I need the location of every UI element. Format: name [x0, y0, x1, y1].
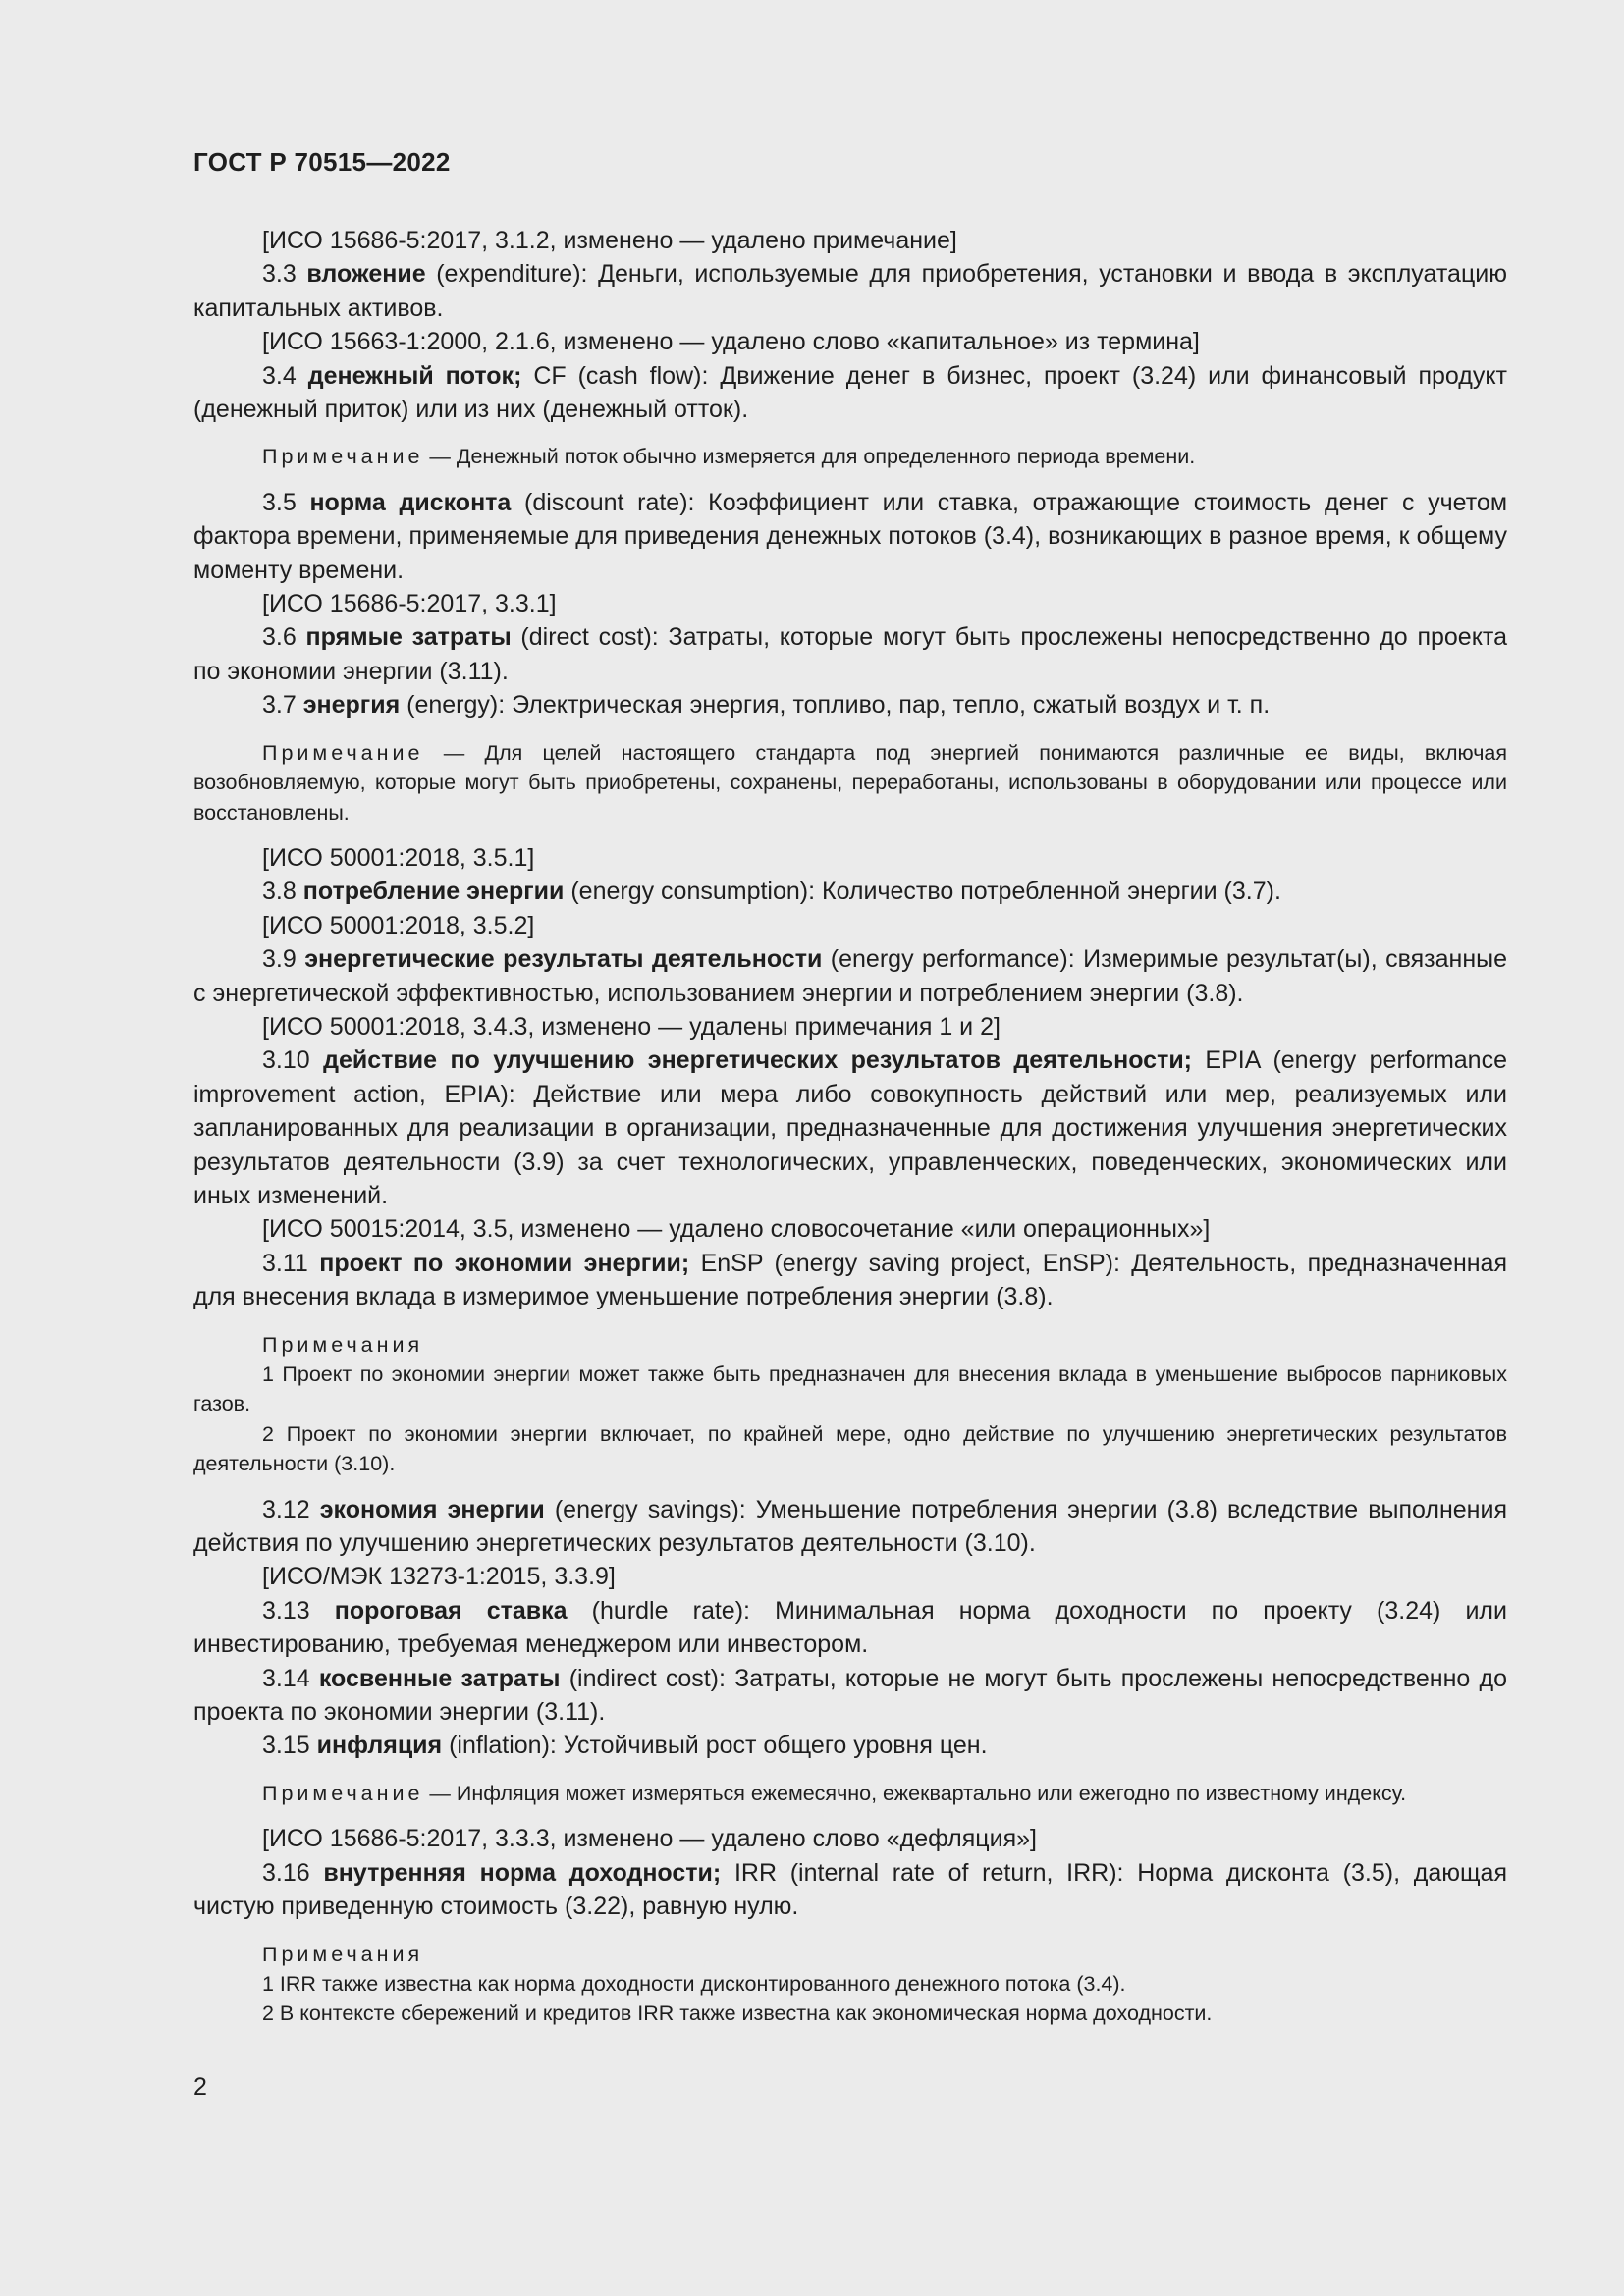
term-name: вложение — [306, 260, 426, 289]
note-text: — Инфляция может измеряться ежемесячно, ежеквартально или ежегодно по известному индексу. — [423, 1781, 1407, 1805]
term-note — [193, 738, 1507, 828]
term-entry-3-11 — [193, 1247, 1507, 1314]
term-number: 3.4 — [262, 361, 297, 390]
term-entry-3-8 — [193, 875, 1507, 908]
note-label: Примечание — [262, 740, 424, 765]
notes-heading — [193, 1940, 1507, 1969]
note-text: — Для целей настоящего стандарта под энергией понимаются различные ее виды, включая возобновляемую, которые могут быть приобретены, сохранены, переработаны, использованы в оборудовании или процессе или восстановлены. — [193, 740, 1507, 825]
notes-label: Примечания — [262, 1942, 424, 1966]
term-definition: (energy performance): Измеримые результат(ы), связанные с энергетической эффективностью, использованием энергии и потреблением энергии (3.8). — [193, 945, 1508, 1007]
term-definition: (hurdle rate): Минимальная норма доходности по проекту (3.24) или инвестированию, требуемая менеджером или инвестором. — [193, 1596, 1507, 1659]
term-number: 3.12 — [262, 1495, 310, 1523]
term-name: косвенные затраты — [318, 1664, 561, 1692]
source-reference: [ИСО 15686-5:2017, 3.1.2, изменено — удалено примечание] — [262, 227, 957, 254]
document-body — [193, 224, 1507, 2029]
source-reference: [ИСО/МЭК 13273-1:2015, 3.3.9] — [262, 1563, 616, 1591]
term-entry-3-10 — [193, 1043, 1507, 1212]
term-definition: (energy): Электрическая энергия, топливо, пар, тепло, сжатый воздух и т. п. — [400, 691, 1271, 720]
term-definition: (inflation): Устойчивый рост общего уровня цен. — [442, 1732, 988, 1760]
term-number: 3.13 — [262, 1596, 310, 1625]
term-number: 3.16 — [262, 1858, 310, 1887]
source-reference: [ИСО 15686-5:2017, 3.3.3, изменено — удалено слово «дефляция»] — [262, 1825, 1037, 1853]
note-item: 2 Проект по экономии энергии включает, по крайней мере, одно действие по улучшению энергетических результатов деятельности (3.10). — [193, 1421, 1507, 1476]
term-name: прямые затраты — [305, 623, 512, 652]
note-item: 1 IRR также известна как норма доходности дисконтированного денежного потока (3.4). — [262, 1971, 1126, 1996]
term-name: норма дисконта — [309, 488, 512, 516]
term-entry-3-3 — [193, 257, 1507, 325]
term-definition: CF (cash flow): Движение денег в бизнес, проект (3.24) или финансовый продукт (денежный приток) или из них (денежный отток). — [193, 361, 1507, 424]
term-definition: (direct cost): Затраты, которые могут быть прослежены непосредственно до проекта по экономии энергии (3.11). — [193, 623, 1507, 685]
term-number: 3.5 — [262, 488, 297, 516]
note-label: Примечание — [262, 445, 424, 469]
term-number: 3.9 — [262, 945, 297, 974]
source-reference: [ИСО 50001:2018, 3.5.1] — [262, 843, 535, 872]
term-definition: EPIA (energy performance improvement action, EPIA): Действие или мера либо совокупность действий или мер, реализуемых или запланированных для реализации в организации, предназначенные для достижения улучшения энергетических результатов деятельности (3.9) за счет технологических, управленческих, поведенческих, экономических или иных изменений. — [193, 1046, 1507, 1209]
term-definition: (discount rate): Коэффициент или ставка, отражающие стоимость денег с учетом фактора времени, применяемые для приведения денежных потоков (3.4), возникающих в разное время, к общему моменту времени. — [193, 488, 1508, 584]
term-name: энергетические результаты деятельности — [304, 945, 823, 974]
source-reference: [ИСО 15663-1:2000, 2.1.6, изменено — удалено слово «капитальное» из термина] — [262, 328, 1200, 356]
note-label: Примечание — [262, 1781, 424, 1805]
term-definition: EnSP (energy saving project, EnSP): Деятельность, предназначенная для внесения вклада в измеримое уменьшение потребления энергии (3.8). — [193, 1249, 1507, 1311]
term-name: внутренняя норма доходности; — [323, 1858, 722, 1887]
term-entry-3-6 — [193, 620, 1507, 688]
term-entry-3-4 — [193, 359, 1507, 427]
term-entry-3-5 — [193, 486, 1507, 587]
term-number: 3.8 — [262, 878, 297, 906]
term-entry-3-12 — [193, 1493, 1507, 1561]
term-number: 3.11 — [262, 1249, 308, 1277]
source-reference: [ИСО 50015:2014, 3.5, изменено — удалено словосочетание «или операционных»] — [262, 1215, 1211, 1244]
term-definition: (indirect cost): Затраты, которые не могут быть прослежены непосредственно до проекта по экономии энергии (3.11). — [193, 1664, 1507, 1727]
term-name: действие по улучшению энергетических результатов деятельности; — [323, 1046, 1193, 1075]
note-item: 2 В контексте сбережений и кредитов IRR также известна как экономическая норма доходности. — [262, 2002, 1213, 2026]
term-entry-3-13 — [193, 1594, 1507, 1662]
term-number: 3.14 — [262, 1664, 310, 1692]
term-entry-3-16 — [193, 1856, 1507, 1924]
term-name: инфляция — [316, 1732, 443, 1760]
term-number: 3.6 — [262, 623, 297, 652]
term-name: энергия — [302, 691, 401, 720]
note-item: 1 Проект по экономии энергии может также быть предназначен для внесения вклада в уменьшение выбросов парниковых газов. — [193, 1362, 1507, 1416]
term-note — [193, 442, 1507, 471]
notes-heading — [193, 1330, 1507, 1360]
source-reference: [ИСО 50001:2018, 3.4.3, изменено — удалены примечания 1 и 2] — [262, 1012, 1001, 1041]
term-entry-3-7 — [193, 688, 1507, 721]
term-name: пороговая ставка — [334, 1596, 568, 1625]
term-definition: (energy consumption): Количество потребленной энергии (3.7). — [564, 878, 1281, 906]
source-reference: [ИСО 15686-5:2017, 3.3.1] — [262, 590, 557, 618]
term-name: экономия энергии — [319, 1495, 545, 1523]
term-name: потребление энергии — [302, 878, 565, 906]
term-entry-3-15 — [193, 1729, 1507, 1762]
term-definition: (energy savings): Уменьшение потребления энергии (3.8) вследствие выполнения действия по улучшению энергетических результатов деятельности (3.10). — [193, 1495, 1507, 1558]
standard-header: ГОСТ Р 70515—2022 — [193, 147, 451, 177]
term-number: 3.7 — [262, 691, 297, 720]
notes-label: Примечания — [262, 1332, 424, 1357]
page-number: 2 — [193, 2073, 207, 2101]
term-entry-3-14 — [193, 1662, 1507, 1730]
term-number: 3.10 — [262, 1046, 310, 1075]
term-definition: (expenditure): Деньги, используемые для приобретения, установки и ввода в эксплуатацию капитальных активов. — [193, 260, 1507, 322]
term-name: денежный поток; — [307, 361, 522, 390]
term-note — [193, 1779, 1507, 1808]
term-number: 3.15 — [262, 1732, 310, 1760]
term-name: проект по экономии энергии; — [319, 1249, 690, 1277]
note-text: — Денежный поток обычно измеряется для определенного периода времени. — [423, 445, 1196, 469]
source-reference: [ИСО 50001:2018, 3.5.2] — [262, 911, 535, 939]
term-entry-3-9 — [193, 942, 1507, 1010]
term-definition: IRR (internal rate of return, IRR): Норма дисконта (3.5), дающая чистую приведенную стоимость (3.22), равную нулю. — [193, 1858, 1507, 1921]
term-number: 3.3 — [262, 260, 297, 289]
